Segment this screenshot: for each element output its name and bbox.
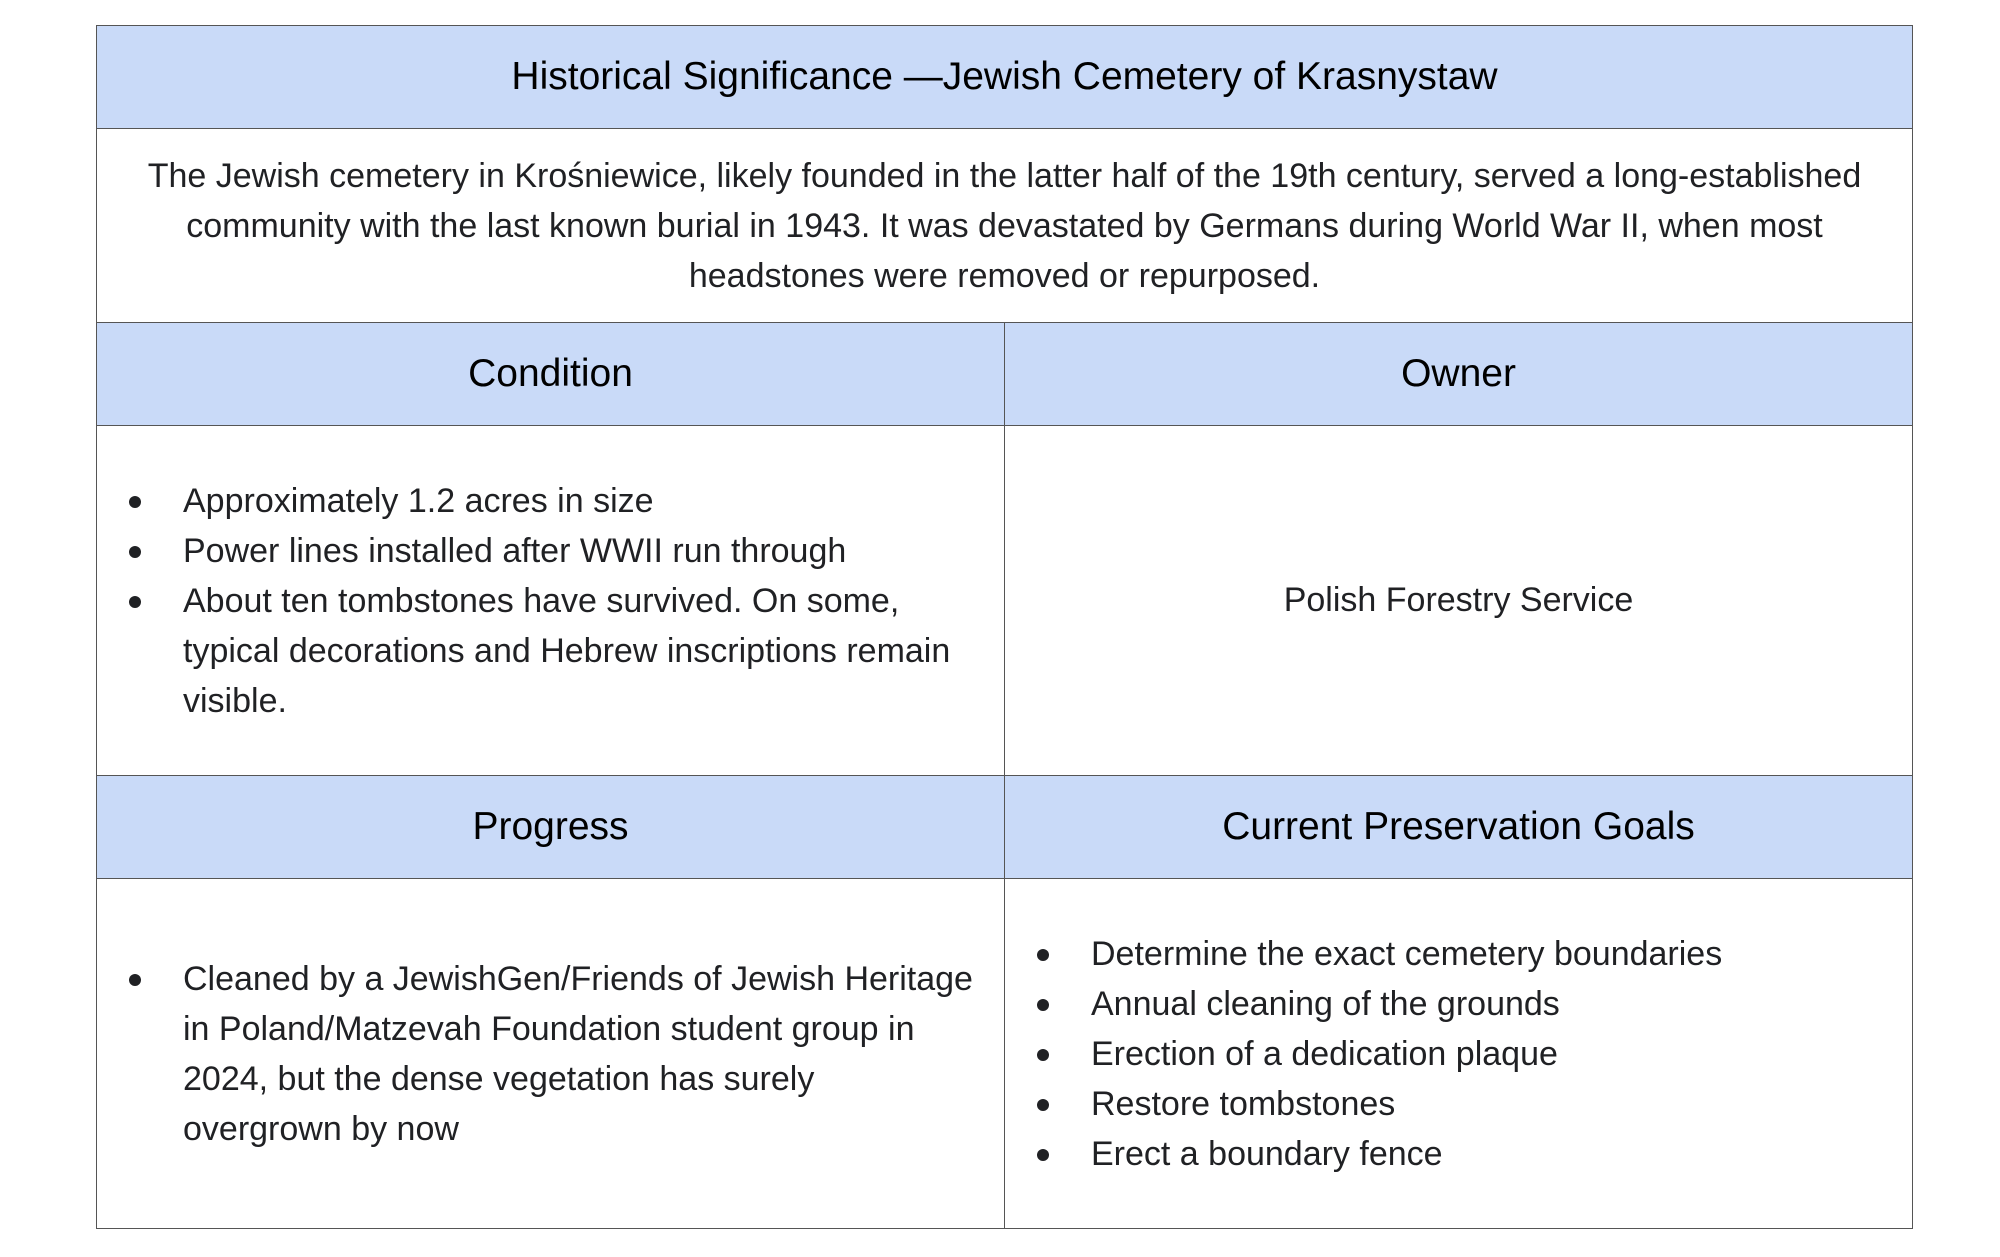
table-title: Historical Significance —Jewish Cemetery of Krasnystaw <box>97 26 1913 129</box>
condition-heading: Condition <box>97 323 1005 426</box>
owner-value: Polish Forestry Service <box>1005 426 1913 776</box>
list-item: Approximately 1.2 acres in size <box>183 476 980 526</box>
goals-heading: Current Preservation Goals <box>1005 776 1913 879</box>
list-item: Cleaned by a JewishGen/Friends of Jewish Heritage in Poland/Matzevah Foundation student group in 2024, but the dense vegetation has surely overgrown by now <box>183 954 980 1154</box>
list-item: Erection of a dedication plaque <box>1091 1029 1888 1079</box>
progress-list <box>97 954 1004 1154</box>
goals-list <box>1005 929 1912 1179</box>
list-item: Annual cleaning of the grounds <box>1091 979 1888 1029</box>
cemetery-info-table <box>96 25 1913 1229</box>
goals-cell <box>1005 879 1913 1229</box>
condition-list <box>97 476 1004 726</box>
owner-heading: Owner <box>1005 323 1913 426</box>
list-item: Restore tombstones <box>1091 1079 1888 1129</box>
list-item: Power lines installed after WWII run through <box>183 526 980 576</box>
condition-cell <box>97 426 1005 776</box>
list-item: Determine the exact cemetery boundaries <box>1091 929 1888 979</box>
intro-paragraph: The Jewish cemetery in Krośniewice, likely founded in the latter half of the 19th century, served a long-established community with the last known burial in 1943. It was devastated by Germans during World War II, when most headstones were removed or repurposed. <box>97 129 1913 323</box>
list-item: About ten tombstones have survived. On some, typical decorations and Hebrew inscriptions remain visible. <box>183 576 980 726</box>
progress-cell <box>97 879 1005 1229</box>
progress-heading: Progress <box>97 776 1005 879</box>
list-item: Erect a boundary fence <box>1091 1129 1888 1179</box>
